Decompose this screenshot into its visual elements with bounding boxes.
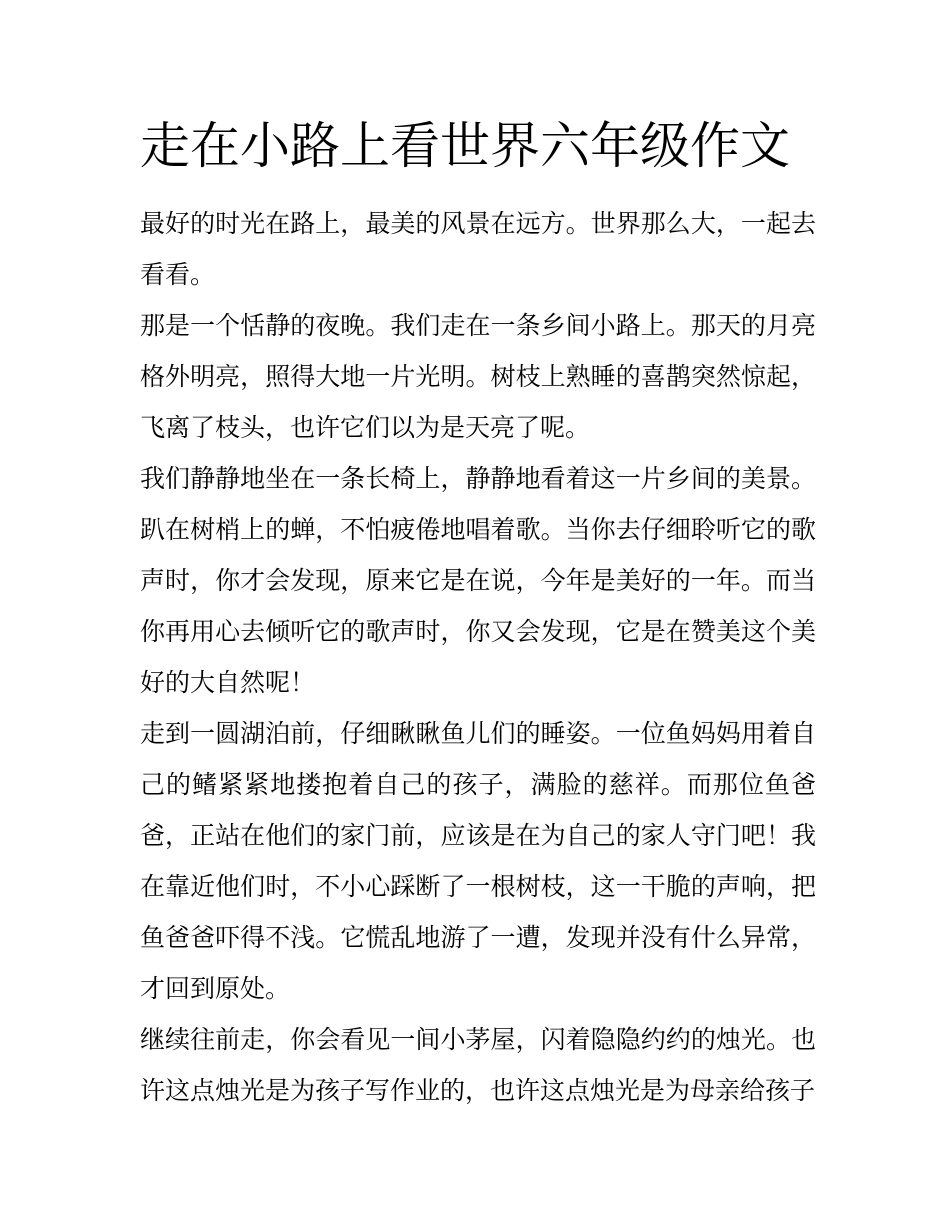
paragraph-2: 那是一个恬静的夜晚。我们走在一条乡间小路上。那天的月亮格外明亮，照得大地一片光明。树枝上熟睡的喜鹊突然惊起，飞离了枝头，也许它们以为是天亮了呢。 [140,311,816,442]
paragraph-5: 继续往前走，你会看见一间小茅屋，闪着隐隐约约的烛光。也许这点烛光是为孩子写作业的，也许这点烛光是为母亲给孩子 [140,1025,816,1105]
paragraph-1: 最好的时光在路上，最美的风景在远方。世界那么大，一起去看看。 [140,209,816,289]
paragraph-3: 我们静静地坐在一条长椅上，静静地看着这一片乡间的美景。趴在树梢上的蝉，不怕疲倦地唱着歌。当你去仔细聆听它的歌声时，你才会发现，原来它是在说，今年是美好的一年。而当你再用心去倾听它的歌声时，你又会发现，它是在赞美这个美好的大自然呢！ [140,464,816,697]
document-title: 走在小路上看世界六年级作文 [140,117,790,175]
document-body [140,198,816,1116]
paragraph-4: 走到一圆湖泊前，仔细瞅瞅鱼儿们的睡姿。一位鱼妈妈用着自己的鳍紧紧地搂抱着自己的孩子，满脸的慈祥。而那位鱼爸爸，正站在他们的家门前，应该是在为自己的家人守门吧！我在靠近他们时，不小心踩断了一根树枝，这一干脆的声响，把鱼爸爸吓得不浅。它慌乱地游了一遭，发现并没有什么异常，才回到原处。 [140,719,816,1003]
